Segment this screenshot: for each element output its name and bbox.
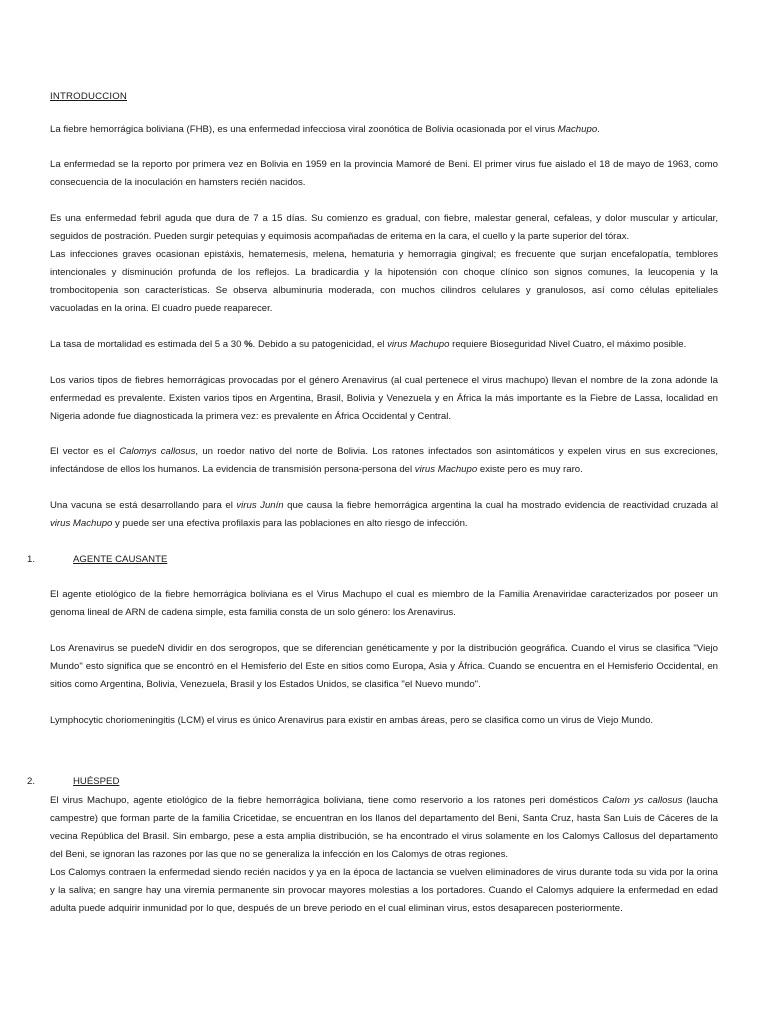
- text-run: La tasa de mortalidad es estimada del 5 a 30: [50, 339, 245, 350]
- italic-term: Calom ys callosus: [602, 795, 683, 806]
- intro-paragraph-3a: Es una enfermedad febril aguda que dura de 7 a 15 días. Su comienzo es gradual, con fiebre, malestar general, cefaleas, y dolor muscular y articular, seguidos de postración. Pueden surgir petequias y equimosis acompañadas de eritema en la cara, el cuello y la parte superior del tórax.: [50, 213, 718, 242]
- text-run: El virus Machupo, agente etiológico de la fiebre hemorrágica boliviana, tiene como reservorio a los ratones peri domésticos: [50, 795, 603, 806]
- intro-paragraph-4: [50, 336, 718, 354]
- section-title: HUÉSPED: [73, 776, 120, 787]
- section-number: 1.: [27, 554, 36, 565]
- section-1-paragraph-2: Los Arenavirus se puedeN dividir en dos serogropos, que se diferencian genéticamente y por la distribución geográfica. Cuando el virus se clasifica "Viejo Mundo" esto significa que se encontró en el Hemisferio del Este en sitios como Europa, Asia y África. Cuando se encuentra en el Hemisferio Occidental, en sitios como Argentina, Bolivia, Venezuela, Brasil y los Estados Unidos, se clasifica "el Nuevo mundo".: [50, 643, 718, 690]
- italic-term: virus Machupo: [387, 339, 450, 350]
- italic-term: virus Junín: [236, 500, 284, 511]
- bold-run: %: [244, 339, 253, 350]
- document-heading: INTRODUCCION: [50, 91, 128, 102]
- section-1-paragraph-1: El agente etiológico de la fiebre hemorrágica boliviana es el Virus Machupo el cual es miembro de la Familia Arenaviridae caracterizados por poseer un genoma lineal de ARN de cadena simple, esta familia consta de un solo género: los Arenavirus.: [50, 589, 718, 618]
- intro-paragraph-1: [50, 121, 718, 139]
- intro-paragraph-7: [50, 497, 718, 533]
- italic-term: virus Machupo: [50, 518, 113, 529]
- text-run: requiere Bioseguridad Nivel Cuatro, el máximo posible.: [449, 339, 687, 350]
- section-2-paragraph-2: Los Calomys contraen la enfermedad siendo recién nacidos y ya en la época de lactancia se vuelven eliminadores de virus durante toda su vida por la orina y la saliva; en sangre hay una viremia permanente sin provocar mayores molestias a los portadores. Cuando el Calomys adquiere la enfermedad en edad adulta puede adquirir inmunidad por lo que, después de un breve periodo en el cual eliminan virus, estos desaparecen posteriormente.: [50, 867, 718, 914]
- text-run: Una vacuna se está desarrollando para el: [50, 500, 237, 511]
- text-run: (laucha campestre) que forman parte de la familia Cricetidae, se encuentran en los llanos del departamento del Beni, Santa Cruz, hasta San Luis de Cáceres de la vecina República del Brasil. Sin embargo, pese a esta amplia distribución, se ha encontrado el virus solamente en los Calomys Callosus del departamento del Beni, se ignoran las razones por las que no se generaliza la infección en los Calomys de otras regiones.: [50, 795, 719, 860]
- section-2-paragraph-1: [50, 792, 718, 864]
- text-run: .: [597, 124, 600, 135]
- intro-paragraph-2: La enfermedad se la reporto por primera vez en Bolivia en 1959 en la provincia Mamoré de Beni. El primer virus fue aislado el 18 de mayo de 1963, como consecuencia de la inoculación en hamsters recién nacidos.: [50, 159, 718, 188]
- section-1-paragraph-3: Lymphocytic choriomeningitis (LCM) el virus es único Arenavirus para existir en ambas áreas, pero se clasifica como un virus de Viejo Mundo.: [50, 715, 654, 726]
- section-1-heading: [27, 553, 167, 567]
- italic-term: virus Machupo: [414, 464, 478, 475]
- section-number: 2.: [27, 776, 36, 787]
- text-run: y puede ser una efectiva profilaxis para las poblaciones en alto riesgo de infección.: [112, 518, 468, 529]
- text-run: , un roedor nativo del norte de Bolivia. Los ratones infectados son asintomáticos y expelen virus en sus excreciones, infectándose de ellos los humanos. La evidencia de transmisión persona-persona del: [50, 446, 718, 475]
- text-run: existe pero es muy raro.: [477, 464, 583, 475]
- italic-term: Calomys callosus: [119, 446, 196, 457]
- intro-paragraph-5: Los varios tipos de fiebres hemorrágicas provocadas por el género Arenavirus (al cual pertenece el virus machupo) llevan el nombre de la zona adonde la enfermedad es prevalente. Existen varios tipos en Argentina, Brasil, Bolivia y Venezuela y en África la más importante es la Fiebre de Lassa, localidad en Nigeria adonde fue diagnosticada la primera vez: es prevalente en África Occidental y Central.: [50, 375, 718, 422]
- text-run: El vector es el: [50, 446, 120, 457]
- text-run: La fiebre hemorrágica boliviana (FHB), es una enfermedad infecciosa viral zoonótica de Bolivia ocasionada por el virus: [50, 124, 558, 135]
- text-run: . Debido a su patogenicidad, el: [252, 339, 388, 350]
- section-title: AGENTE CAUSANTE: [73, 554, 168, 565]
- text-run: que causa la fiebre hemorrágica argentina la cual ha mostrado evidencia de reactividad cruzada al: [283, 500, 718, 511]
- section-2-heading: [27, 775, 119, 789]
- intro-paragraph-6: [50, 443, 718, 479]
- intro-paragraph-3b: Las infecciones graves ocasionan epistáxis, hematemesis, melena, hematuria y hemorragia gingival; es frecuente que surjan encefalopatía, temblores intencionales y disminución profunda de los reflejos. La bradicardia y la hipotensión con choque clínico son signos comunes, la leucopenia y la trombocitopenia son características. Se observa albuminuria moderada, con muchos cilindros celulares y granulosos, así como células epiteliales vacuoladas en la orina. El cuadro puede reaparecer.: [50, 249, 718, 314]
- italic-term: Machupo: [557, 124, 598, 135]
